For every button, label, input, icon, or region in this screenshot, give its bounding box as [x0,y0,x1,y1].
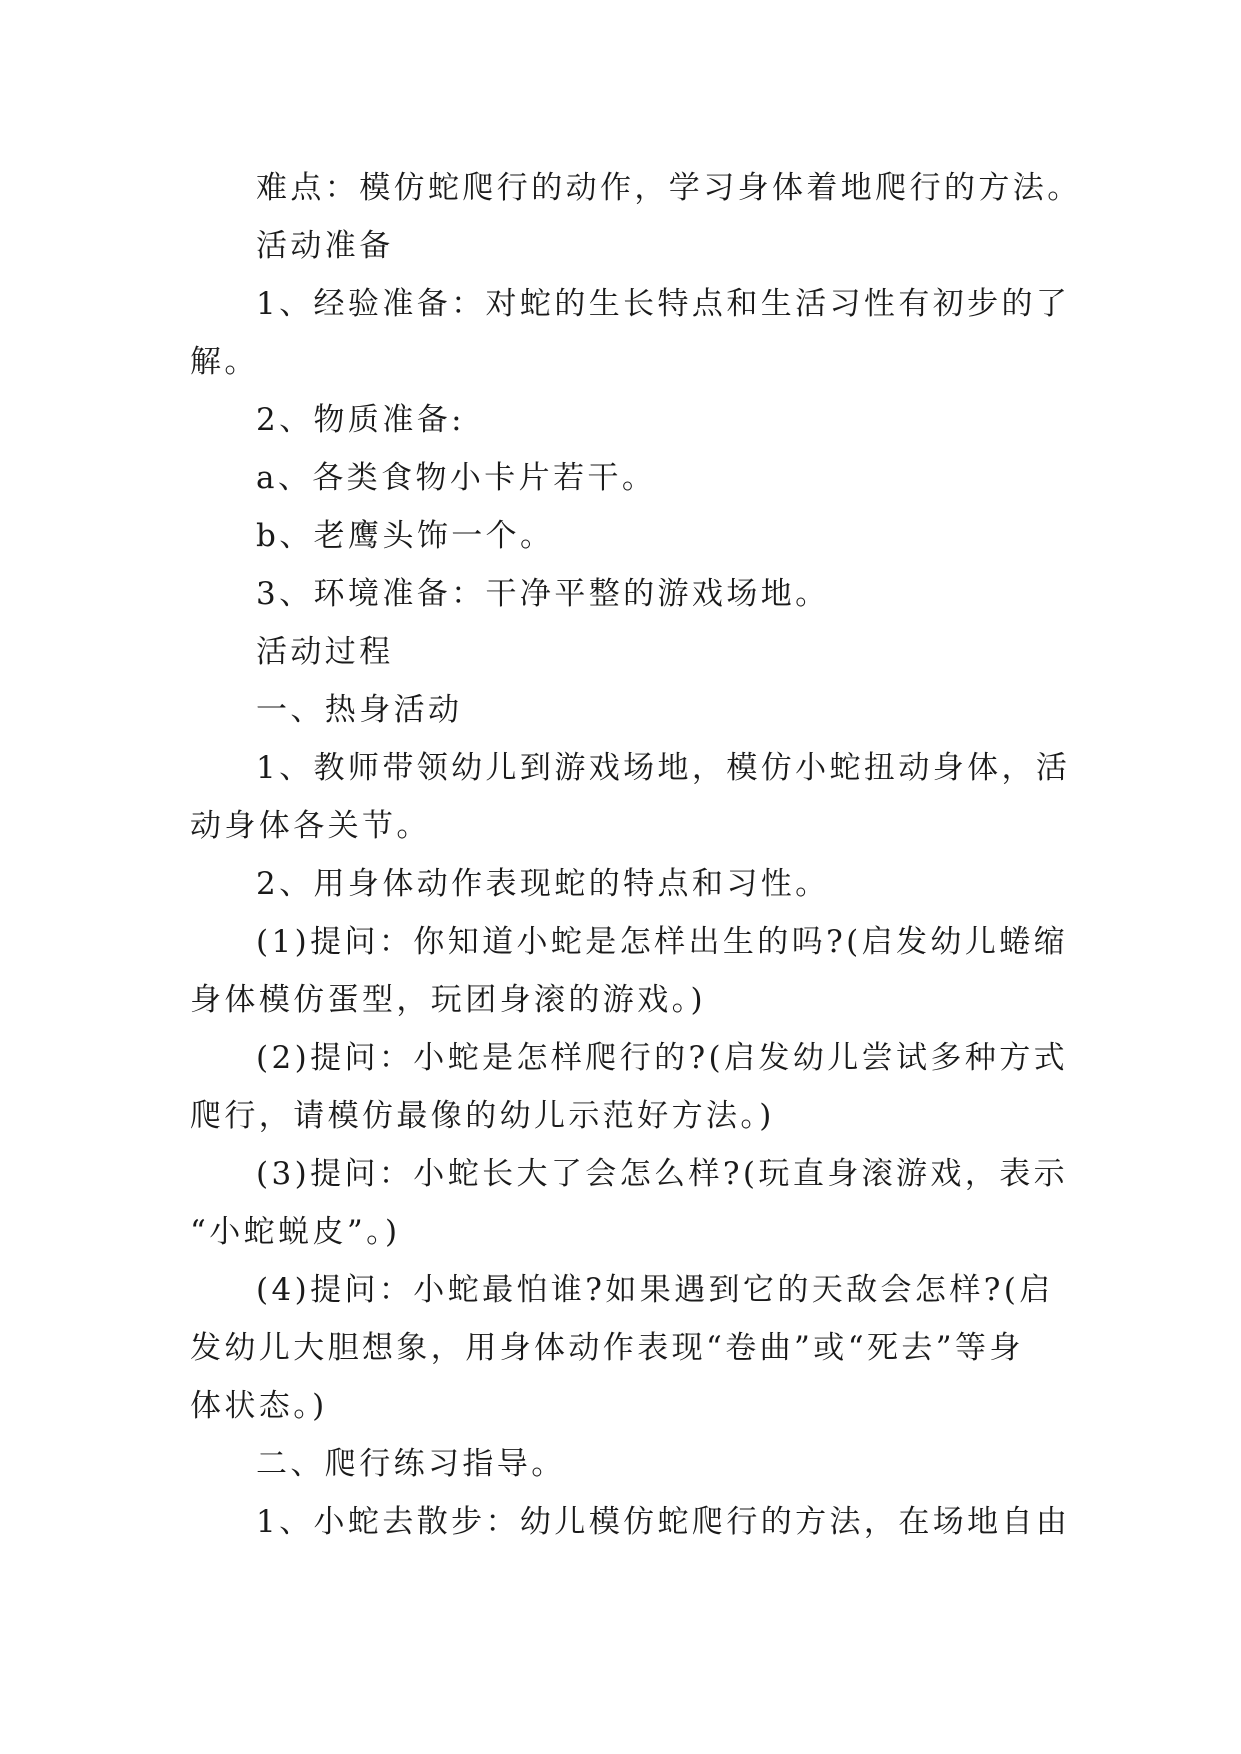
text-line: 发幼儿大胆想象，用身体动作表现“卷曲”或“死去”等身 [190,1330,1024,1366]
text-line: 身体模仿蛋型，玩团身滚的游戏。) [190,982,706,1018]
text-line: 动身体各关节。 [190,808,431,844]
text-line: 体状态。) [190,1388,328,1424]
text-line: “小蛇蜕皮”。) [190,1214,401,1250]
text-line: 3、环境准备：干净平整的游戏场地。 [256,576,830,612]
text-line: 2、用身体动作表现蛇的特点和习性。 [256,866,830,902]
text-line: 1、经验准备：对蛇的生长特点和生活习性有初步的了 [256,286,1071,322]
text-line: 1、教师带领幼儿到游戏场地，模仿小蛇扭动身体，活 [256,750,1071,786]
text-line: (3)提问：小蛇长大了会怎么样?(玩直身滚游戏，表示 [256,1156,1069,1192]
section-heading: 一、热身活动 [256,692,463,728]
section-heading: 二、爬行练习指导。 [256,1446,566,1482]
text-line: (2)提问：小蛇是怎样爬行的?(启发幼儿尝试多种方式 [256,1040,1069,1076]
text-line: b、老鹰头饰一个。 [256,518,555,554]
text-line: (1)提问：你知道小蛇是怎样出生的吗?(启发幼儿蜷缩 [256,924,1069,960]
text-line: 1、小蛇去散步：幼儿模仿蛇爬行的方法，在场地自由 [256,1504,1071,1540]
text-line: (4)提问：小蛇最怕谁?如果遇到它的天敌会怎样?(启 [256,1272,1054,1308]
text-line: 爬行，请模仿最像的幼儿示范好方法。) [190,1098,775,1134]
text-line: 解。 [190,344,259,380]
text-line: a、各类食物小卡片若干。 [256,460,657,496]
text-line: 2、物质准备: [256,402,465,438]
section-heading: 活动准备 [256,228,394,264]
section-heading: 活动过程 [256,634,394,670]
text-line: 难点：模仿蛇爬行的动作，学习身体着地爬行的方法。 [256,170,1082,206]
